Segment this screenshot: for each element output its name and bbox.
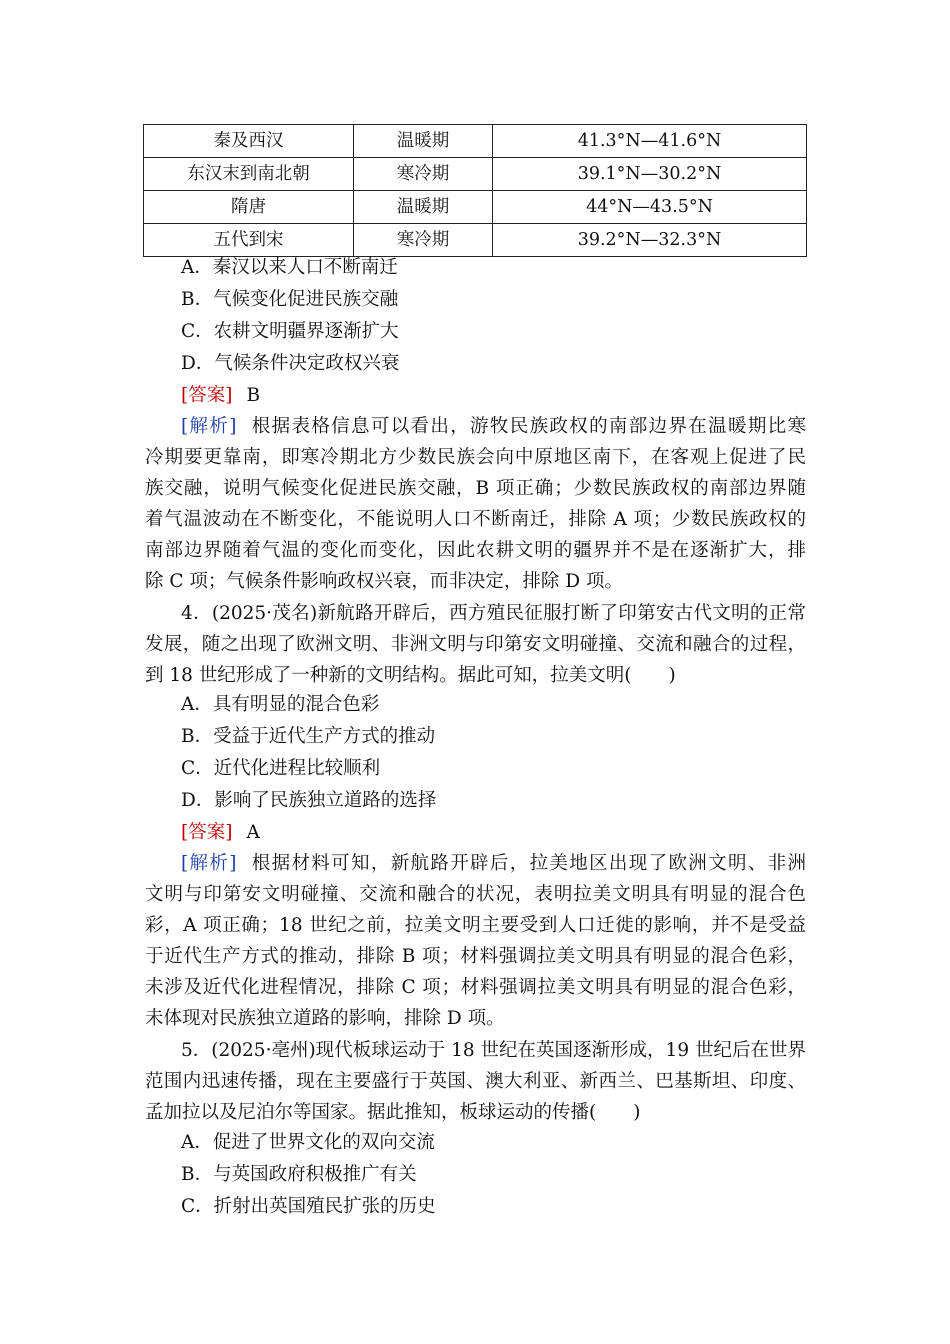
explanation-tag: [解析]	[181, 853, 237, 874]
q3-option-b: B．气候变化促进民族交融	[181, 289, 399, 310]
answer-tag: [答案]	[181, 822, 233, 843]
table-cell-climate: 温暖期	[354, 191, 493, 224]
q3-explanation-line-3: 族交融，说明气候变化促进民族交融，B 项正确；少数民族政权的南部边界随	[145, 478, 806, 499]
q3-answer	[181, 384, 260, 408]
q4-answer	[181, 821, 260, 845]
q3-option-d: D．气候条件决定政权兴衰	[181, 353, 400, 374]
q5-option-a: A．促进了世界文化的双向交流	[181, 1132, 435, 1153]
climate-boundary-table	[143, 124, 807, 257]
q5-stem-line-1: 5．(2025·亳州)现代板球运动于 18 世纪在英国逐渐形成，19 世纪后在世界	[181, 1040, 806, 1061]
q5-stem-line-2: 范围内迅速传播，现在主要盛行于英国、澳大利亚、新西兰、巴基斯坦、印度、	[145, 1071, 806, 1092]
q4-explanation-line-6: 未体现对民族独立道路的影响，排除 D 项。	[145, 1008, 505, 1029]
q3-explanation-line-1: [解析] 根据表格信息可以看出，游牧民族政权的南部边界在温暖期比寒	[181, 416, 806, 437]
q3-explanation-line-4: 着气温波动在不断变化，不能说明人口不断南迁，排除 A 项；少数民族政权的	[145, 509, 806, 530]
q4-explanation-line-2: 文明与印第安文明碰撞、交流和融合的状况，表明拉美文明具有明显的混合色	[145, 884, 806, 905]
answer-value: A	[246, 822, 260, 843]
q5-option-c: C．折射出英国殖民扩张的历史	[181, 1196, 436, 1217]
q4-stem-line-3: 到 18 世纪形成了一种新的文明结构。据此可知，拉美文明( )	[145, 665, 676, 686]
q4-option-b: B．受益于近代生产方式的推动	[181, 726, 436, 747]
explanation-tag: [解析]	[181, 416, 237, 437]
table-cell-range: 41.3°N—41.6°N	[493, 125, 807, 158]
q4-stem-line-1: 4．(2025·茂名)新航路开辟后，西方殖民征服打断了印第安古代文明的正常	[181, 603, 806, 624]
table-row	[144, 191, 807, 224]
q4-explanation-line-1: [解析] 根据材料可知，新航路开辟后，拉美地区出现了欧洲文明、非洲	[181, 853, 806, 874]
table-cell-period: 秦及西汉	[144, 125, 354, 158]
q4-option-d: D．影响了民族独立道路的选择	[181, 790, 437, 811]
table-cell-climate: 寒冷期	[354, 158, 493, 191]
table-cell-period: 隋唐	[144, 191, 354, 224]
q3-option-c: C．农耕文明疆界逐渐扩大	[181, 321, 399, 342]
q4-option-c: C．近代化进程比较顺利	[181, 758, 381, 779]
table-cell-period: 东汉末到南北朝	[144, 158, 354, 191]
table-row	[144, 158, 807, 191]
table-row	[144, 224, 807, 257]
q4-explanation-line-4: 于近代生产方式的推动，排除 B 项；材料强调拉美文明具有明显的混合色彩，	[145, 946, 806, 967]
table-cell-range: 39.1°N—30.2°N	[493, 158, 807, 191]
q3-explanation-line-5: 南部边界随着气温的变化而变化，因此农耕文明的疆界并不是在逐渐扩大，排	[145, 540, 806, 561]
q4-explanation-line-3: 彩，A 项正确；18 世纪之前，拉美文明主要受到人口迁徙的影响，并不是受益	[145, 915, 806, 936]
table-row	[144, 125, 807, 158]
table-cell-climate: 寒冷期	[354, 224, 493, 257]
q4-option-a: A．具有明显的混合色彩	[181, 694, 380, 715]
q5-stem-line-3: 孟加拉以及尼泊尔等国家。据此推知，板球运动的传播( )	[145, 1102, 641, 1123]
table-cell-climate: 温暖期	[354, 125, 493, 158]
answer-value: B	[246, 385, 261, 406]
q4-explanation-line-5: 未涉及近代化进程情况，排除 C 项；材料强调拉美文明具有明显的混合色彩，	[145, 977, 806, 998]
q3-option-a: A．秦汉以来人口不断南迁	[181, 257, 398, 278]
table-cell-range: 44°N—43.5°N	[493, 191, 807, 224]
q5-option-b: B．与英国政府积极推广有关	[181, 1164, 417, 1185]
q4-stem-line-2: 发展，随之出现了欧洲文明、非洲文明与印第安文明碰撞、交流和融合的过程，	[145, 634, 806, 655]
q3-explanation-line-2: 冷期要更靠南，即寒冷期北方少数民族会向中原地区南下，在客观上促进了民	[145, 447, 806, 468]
table-cell-range: 39.2°N—32.3°N	[493, 224, 807, 257]
table-cell-period: 五代到宋	[144, 224, 354, 257]
q3-explanation-line-6: 除 C 项；气候条件影响政权兴衰，而非决定，排除 D 项。	[145, 571, 624, 592]
answer-tag: [答案]	[181, 385, 233, 406]
